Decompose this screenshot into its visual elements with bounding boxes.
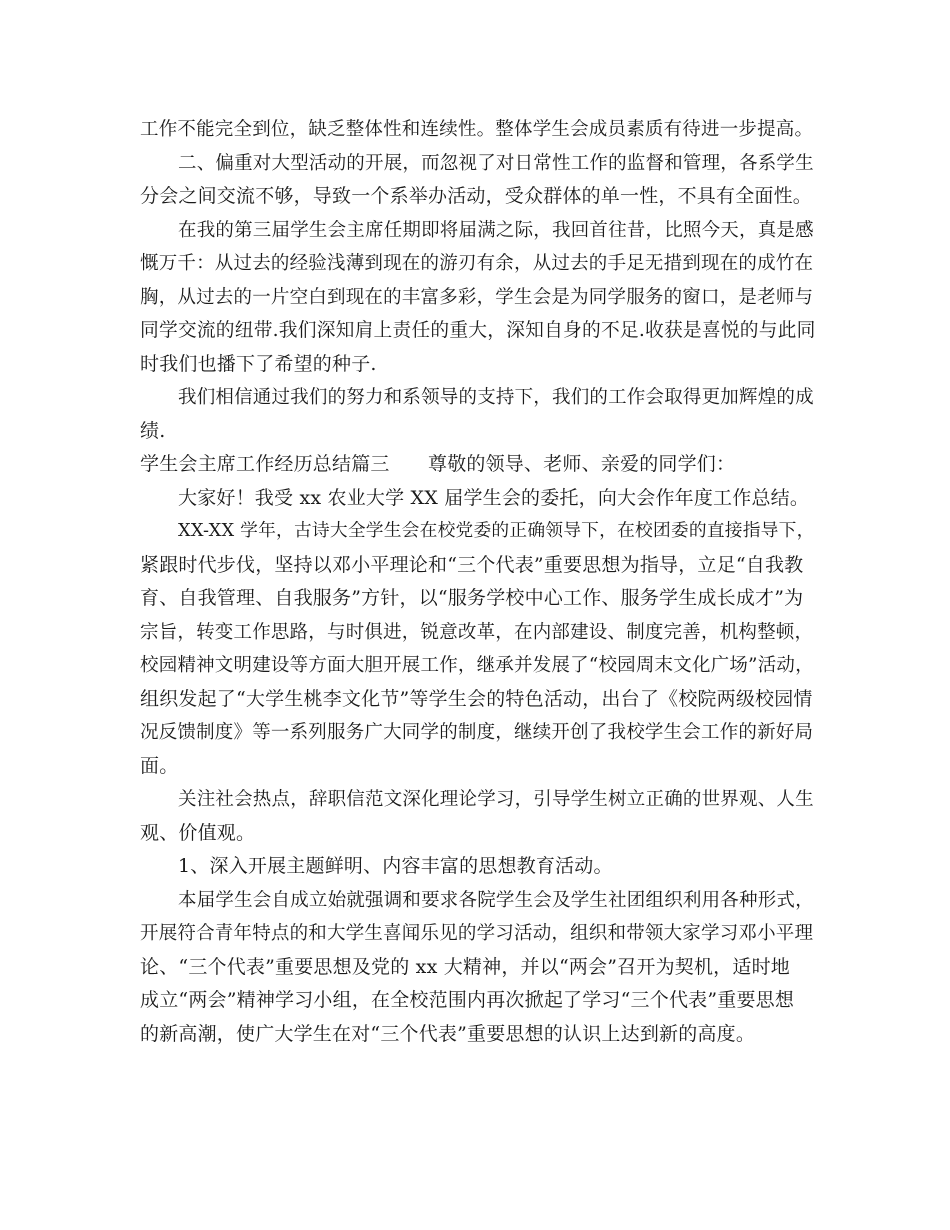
text-line: 慨万千：从过去的经验浅薄到现在的游刃有余，从过去的手足无措到现在的成竹在 xyxy=(140,253,814,274)
text-line: 面。 xyxy=(140,754,179,777)
text-line: 宗旨，转变工作思路，与时俱进，锐意改革，在内部建设、制度完善，机构整顿， xyxy=(140,621,814,643)
text-line: 况反馈制度》等一系列服务广大同学的制度，继续开创了我校学生会工作的新好局 xyxy=(140,722,814,743)
text-line: 组织发起了“大学生桃李文化节”等学生会的特色活动，出台了《校院两级校园情 xyxy=(140,687,813,710)
text-line: 论、“三个代表”重要思想及党的 xx 大精神，并以“两会”召开为契机，适时地 xyxy=(140,955,790,978)
text-line: 关注社会热点，辞职信范文深化理论学习，引导学生树立正确的世界观、人生 xyxy=(178,789,814,810)
text-line: 学生会主席工作经历总结篇三 尊敬的领导、老师、亲爱的同学们： xyxy=(140,453,736,475)
text-line: 胸，从过去的一片空白到现在的丰富多彩，学生会是为同学服务的窗口，是老师与 xyxy=(140,286,814,308)
text-line: 育、自我管理、自我服务”方针，以“服务学校中心工作、服务学生成长成才”为 xyxy=(140,587,804,609)
text-line: 在我的第三届学生会主席任期即将届满之际，我回首往昔，比照今天，真是感 xyxy=(178,219,814,241)
text-line: 的新高潮，使广大学生在对“三个代表”重要思想的认识上达到新的高度。 xyxy=(140,1022,756,1045)
text-line: 1、深入开展主题鲜明、内容丰富的思想教育活动。 xyxy=(178,855,613,877)
text-line: XX-XX 学年，古诗大全学生会在校党委的正确领导下，在校团委的直接指导下， xyxy=(178,521,815,541)
text-line: 大家好！我受 xx 农业大学 XX 届学生会的委托，向大会作年度工作总结。 xyxy=(178,486,810,509)
text-line: 校园精神文明建设等方面大胆开展工作，继承并发展了“校园周末文化广场”活动， xyxy=(140,655,814,676)
text-line: 绩. xyxy=(140,419,166,442)
text-line: 我们相信通过我们的努力和系领导的支持下，我们的工作会取得更加辉煌的成 xyxy=(178,387,814,408)
text-line: 时我们也播下了希望的种子. xyxy=(140,352,377,375)
text-line: 成立“两会”精神学习小组，在全校范围内再次掀起了学习“三个代表”重要思想 xyxy=(140,989,795,1011)
text-line: 紧跟时代步伐，坚持以邓小平理论和“三个代表”重要思想为指导，立足“自我教 xyxy=(140,553,804,576)
text-line: 同学交流的纽带.我们深知肩上责任的重大，深知自身的不足.收获是喜悦的与此同 xyxy=(140,320,816,341)
text-line: 本届学生会自成立始就强调和要求各院学生会及学生社团组织利用各种形式， xyxy=(178,889,814,911)
text-line: 二、偏重对大型活动的开展，而忽视了对日常性工作的监督和管理，各系学生 xyxy=(178,152,814,174)
text-line: 观、价值观。 xyxy=(140,821,256,844)
text-line: 工作不能完全到位，缺乏整体性和连续性。整体学生会成员素质有待进一步提高。 xyxy=(140,119,814,140)
document-body xyxy=(140,113,820,1051)
text-line: 开展符合青年特点的和大学生喜闻乐见的学习活动，组织和带领大家学习邓小平理 xyxy=(140,923,814,944)
text-line: 分会之间交流不够，导致一个系举办活动，受众群体的单一性，不具有全面性。 xyxy=(140,185,813,207)
